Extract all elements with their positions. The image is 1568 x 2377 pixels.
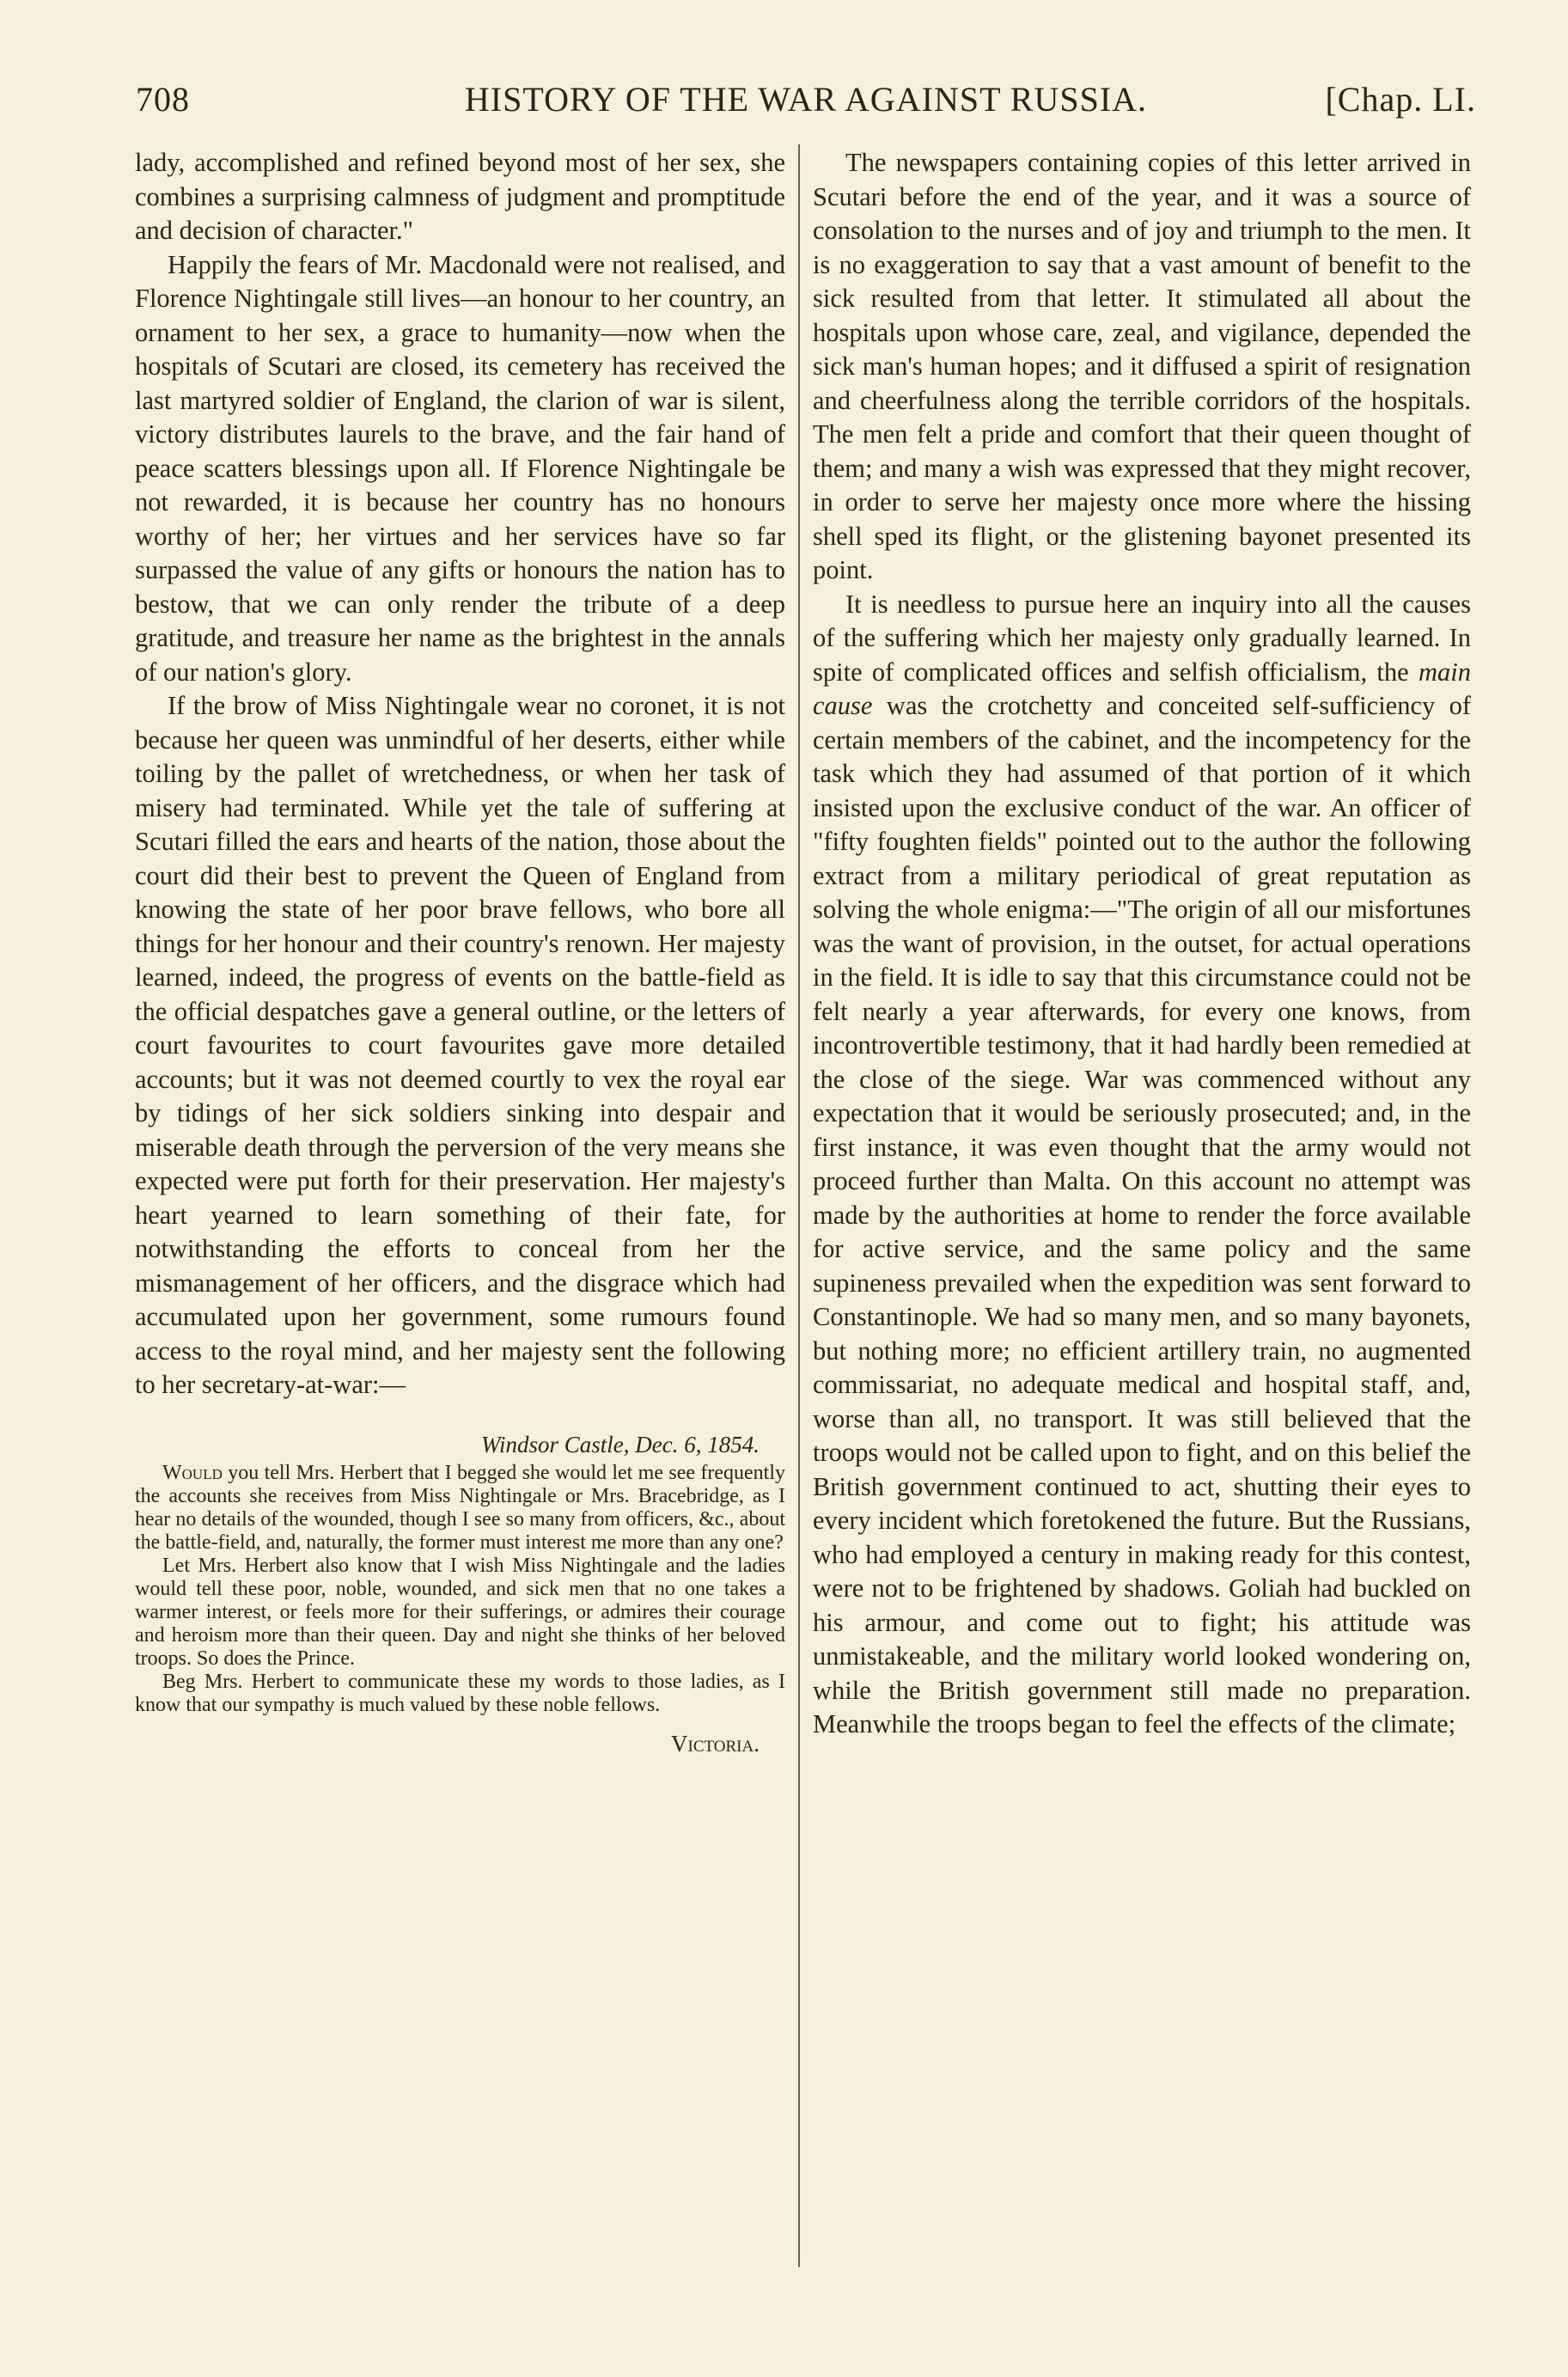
- paragraph: lady, accomplished and refined beyond most of her sex, she combines a surprising calmness of judgment and promptitude and decision of character.": [135, 148, 785, 245]
- chapter-label: [Chap. LI.: [1325, 80, 1476, 119]
- page-number: 708: [136, 80, 190, 119]
- emphasis: main cause: [813, 657, 1471, 720]
- right-column: [813, 146, 1471, 1742]
- letter-paragraph: [135, 1462, 785, 1555]
- paragraph-text: was the crotchetty and conceited self-sufficiency of certain members of the cabinet, and the incompetency for the task which they had assumed of that portion of it which insisted upon the exclusive conduct of the war. An officer of "fifty foughten fields" pointed out to the author the following extract from a military periodical of great reputation as solving the whole enigma:—"The origin of all our misfortunes was the want of provision, in the outset, for actual operations in the field. It is idle to say that this circumstance could not be felt nearly a year afterwards, for every one knows, from incontrovertible testimony, that it had hardly been remedied at the close of the siege. War was commenced without any expectation that it would be seriously prosecuted; and, in the first instance, it was even thought that the army would not proceed further than Malta. On this account no attempt was made by the authorities at home to render the force available for active service, and the same policy and the same supineness prevailed when the expedition was sent forward to Constantinople. We had so many men, and so many bayonets, but nothing more; no efficient artillery train, no augmented commissariat, no adequate medical and hospital staff, and, worse than all, no transport. It was still believed that the troops would not be called upon to fight, and on this belief the British government continued to act, shutting their eyes to every incident which foretokened the future. But the Russians, who had employed a century in making ready for this contest, were not to be frightened by shadows. Goliah had buckled on his armour, and come out to fight; his attitude was unmistakeable, and the military world looked wondering on, while the British government still made no preparation. Meanwhile the troops began to feel the effects of the climate;: [813, 691, 1471, 1738]
- page-header: [136, 79, 1476, 131]
- letter-opening-word: Would: [162, 1461, 223, 1484]
- letter-paragraph-text: you tell Mrs. Herbert that I begged she would let me see frequently the accounts she receives from Miss Nightingale or Mrs. Bracebridge, as I hear no details of the wounded, though I see so many from officers, &c., about the battle-field, and, naturally, the former must interest me more than any one?: [135, 1461, 785, 1554]
- left-column: [135, 146, 785, 1756]
- paragraph: If the brow of Miss Nightingale wear no coronet, it is not because her queen was unmindful of her deserts, either while toiling by the pallet of wretchedness, or when her task of misery had terminated. While yet the tale of suffering at Scutari filled the ears and hearts of the nation, those about the court did their best to prevent the Queen of England from knowing the state of her poor brave fellows, who bore all things for her honour and their country's renown. Her majesty learned, indeed, the progress of events on the battle-field as the official despatches gave a general outline, or the letters of court favourites to court favourites gave more detailed accounts; but it was not deemed courtly to vex the royal ear by tidings of her sick soldiers sinking into despair and miserable death through the perversion of the very means she expected were put forth for their preservation. Her majesty's heart yearned to learn something of their fate, for notwithstanding the efforts to conceal from her the mismanagement of her officers, and the disgrace which had accumulated upon her government, some rumours found access to the royal mind, and her majesty sent the following to her secretary-at-war:—: [135, 691, 785, 1399]
- running-title: HISTORY OF THE WAR AGAINST RUSSIA.: [464, 80, 1148, 119]
- queen-letter: [135, 1433, 785, 1756]
- column-divider: [798, 144, 800, 2267]
- paragraph-text: It is needless to pursue here an inquiry into all the causes of the suffering which her majesty only gradually learned. In spite of complicated offices and selfish officialism, the: [813, 589, 1471, 687]
- letter-signature: Victoria.: [671, 1730, 760, 1757]
- paragraph: Happily the fears of Mr. Macdonald were not realised, and Florence Nightingale still lives—an honour to her country, an ornament to her sex, a grace to humanity—now when the hospitals of Scutari are closed, its cemetery has received the last martyred soldier of England, the clarion of war is silent, victory distributes laurels to the brave, and the fair hand of peace scatters blessings upon all. If Florence Nightingale be not rewarded, it is because her country has no honours worthy of her; her virtues and her services have so far surpassed the value of any gifts or honours the nation has to bestow, that we can only render the tribute of a deep gratitude, and treasure her name as the brightest in the annals of our nation's glory.: [135, 249, 785, 687]
- letter-paragraph: Let Mrs. Herbert also know that I wish Miss Nightingale and the ladies would tell these poor, noble, wounded, and sick men that no one takes a warmer interest, or feels more for their sufferings, or admires their courage and heroism more than their queen. Day and night she thinks of her beloved troops. So does the Prince.: [135, 1554, 785, 1670]
- letter-dateline: Windsor Castle, Dec. 6, 1854.: [481, 1431, 760, 1457]
- paragraph: The newspapers containing copies of this letter arrived in Scutari before the end of the year, and it was a source of consolation to the nurses and of joy and triumph to the men. It is no exaggeration to say that a vast amount of benefit to the sick resulted from that letter. It stimulated all about the hospitals upon whose care, zeal, and vigilance, depended the sick man's human hopes; and it diffused a spirit of resignation and cheerfulness along the terrible corridors of the hospitals. The men felt a pride and comfort that their queen thought of them; and many a wish was expressed that they might recover, in order to serve her majesty once more where the hissing shell sped its flight, or the glistening bayonet presented its point.: [813, 148, 1471, 584]
- letter-paragraph: Beg Mrs. Herbert to communicate these my words to those ladies, as I know that our sympathy is much valued by these noble fellows.: [135, 1670, 785, 1716]
- paragraph: [813, 588, 1471, 1742]
